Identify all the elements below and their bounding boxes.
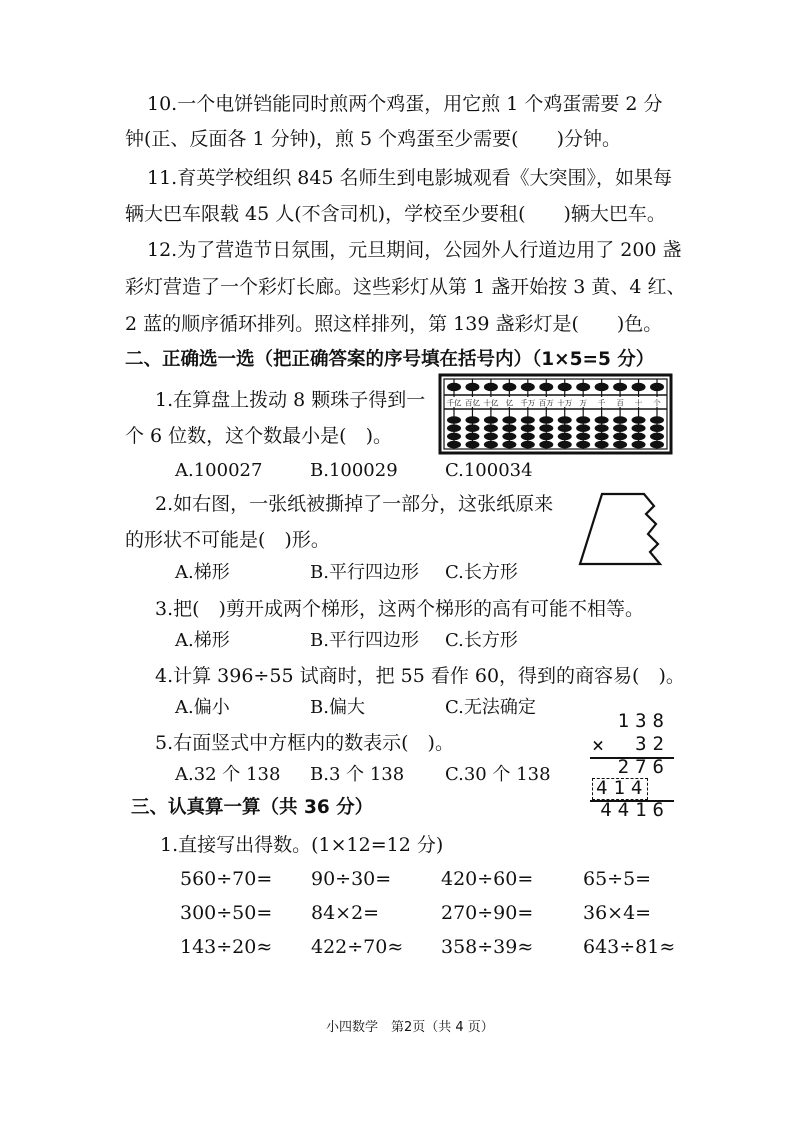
abacus-lower-bead [558, 441, 572, 449]
abacus-lower-bead [650, 424, 664, 432]
abacus-lower-bead [521, 441, 535, 449]
abacus-lower-bead [650, 416, 664, 424]
abacus-lower-bead [484, 441, 498, 449]
q2-3-line1: 3.把( )剪开成两个梯形，这两个梯形的高有可能不相等。 [155, 598, 644, 620]
abacus-lower-bead [576, 433, 590, 441]
calc-r2-c2: 84×2= [311, 902, 380, 924]
section-three-heading: 三、认真算一算（共 36 分） [131, 797, 374, 818]
abacus-lower-bead [613, 416, 627, 424]
abacus-lower-bead [539, 441, 553, 449]
abacus-lower-bead [539, 416, 553, 424]
abacus-upper-bead [465, 383, 479, 391]
abacus-lower-bead [447, 424, 461, 432]
q10-line1: 10.一个电饼铛能同时煎两个鸡蛋，用它煎 1 个鸡蛋需要 2 分 [147, 93, 663, 115]
q2-1-option-c: C.100034 [445, 460, 533, 481]
abacus-lower-bead [650, 441, 664, 449]
abacus-lower-bead [521, 424, 535, 432]
abacus-lower-bead [613, 433, 627, 441]
abacus-lower-bead [632, 424, 646, 432]
q2-2-line2: 的形状不可能是( )形。 [125, 529, 330, 551]
abacus-upper-bead [558, 383, 572, 391]
abacus-lower-bead [521, 416, 535, 424]
abacus-lower-bead [595, 441, 609, 449]
abacus-lower-bead [484, 424, 498, 432]
calc-r3-c1: 143÷20≈ [180, 936, 273, 958]
q2-4-line1: 4.计算 396÷55 试商时，把 55 看作 60，得到的商容易( )。 [155, 665, 685, 687]
abacus-lower-bead [484, 433, 498, 441]
abacus-lower-bead [447, 441, 461, 449]
q2-4-option-c: C.无法确定 [445, 697, 536, 718]
calc-r2-c3: 270÷90= [441, 902, 534, 924]
abacus-lower-bead [576, 424, 590, 432]
abacus-upper-bead [539, 383, 553, 391]
abacus-lower-bead [502, 441, 516, 449]
q2-1-option-a: A.100027 [175, 460, 263, 481]
q2-1-option-b: B.100029 [310, 460, 398, 481]
q12-line3: 2 蓝的顺序循环排列。照这样排列，第 139 盏彩灯是( )色。 [125, 313, 663, 335]
abacus-lower-bead [576, 441, 590, 449]
abacus-upper-bead [650, 383, 664, 391]
vm-times-sign: × [592, 733, 605, 757]
calc-r2-c1: 300÷50= [180, 902, 273, 924]
q2-5-option-b: B.3 个 138 [310, 764, 405, 785]
q2-4-option-a: A.偏小 [175, 697, 230, 718]
abacus-place-label: 百万 [538, 398, 554, 408]
abacus-lower-bead [465, 416, 479, 424]
q2-2-option-c: C.长方形 [445, 562, 518, 583]
abacus-lower-bead [632, 441, 646, 449]
section-three-sub1: 1.直接写出得数。(1×12=12 分) [160, 834, 444, 856]
abacus-lower-bead [465, 424, 479, 432]
page-footer: 小四数学 第2页（共 4 页） [326, 1020, 494, 1035]
abacus-lower-bead [558, 433, 572, 441]
calc-r2-c4: 36×4= [583, 902, 652, 924]
q10-line2: 钟(正、反面各 1 分钟)，煎 5 个鸡蛋至少需要( )分钟。 [125, 128, 621, 150]
abacus-upper-bead [521, 383, 535, 391]
q2-2-option-b: B.平行四边形 [310, 562, 419, 583]
abacus-lower-bead [632, 416, 646, 424]
q2-5-line1: 5.右面竖式中方框内的数表示( )。 [155, 732, 454, 754]
vm-partial-1: 276 [617, 756, 670, 778]
q2-5-option-c: C.30 个 138 [445, 764, 551, 785]
abacus-lower-bead [447, 433, 461, 441]
abacus-place-label: 万 [579, 398, 587, 408]
abacus-place-label: 千亿 [446, 398, 462, 408]
abacus-lower-bead [521, 433, 535, 441]
q12-line1: 12.为了营造节日氛围，元旦期间，公园外人行道边用了 200 盏 [147, 239, 682, 261]
q2-2-line1: 2.如右图，一张纸被撕掉了一部分，这张纸原来 [155, 493, 554, 515]
calc-r3-c2: 422÷70≈ [311, 936, 404, 958]
abacus-lower-bead [447, 416, 461, 424]
abacus-upper-bead [502, 383, 516, 391]
q11-line1: 11.育英学校组织 845 名师生到电影城观看《大突围》，如果每 [147, 167, 673, 189]
abacus-upper-bead [484, 383, 498, 391]
abacus-lower-bead [484, 416, 498, 424]
vm-multiplier: 32 [635, 733, 670, 755]
torn-paper-figure [578, 490, 670, 570]
abacus-lower-bead [558, 416, 572, 424]
abacus-place-label: 十万 [557, 398, 573, 408]
abacus-upper-bead [576, 383, 590, 391]
q11-line2: 辆大巴车限载 45 人(不含司机)，学校至少要租( )辆大巴车。 [125, 203, 666, 225]
abacus-lower-bead [465, 441, 479, 449]
abacus-lower-bead [613, 424, 627, 432]
calc-r1-c4: 65÷5= [583, 868, 652, 890]
abacus-lower-bead [595, 416, 609, 424]
abacus-place-label: 百亿 [464, 398, 480, 408]
abacus-place-label: 个 [653, 398, 661, 408]
abacus-upper-bead [595, 383, 609, 391]
section-two-heading: 二、正确选一选（把正确答案的序号填在括号内）（1×5=5 分） [125, 349, 655, 370]
abacus-place-label: 千 [597, 398, 606, 408]
abacus-lower-bead [539, 424, 553, 432]
abacus-lower-bead [576, 416, 590, 424]
q2-4-option-b: B.偏大 [310, 697, 365, 718]
calc-r3-c4: 643÷81≈ [583, 936, 676, 958]
q2-3-option-c: C.长方形 [445, 630, 518, 651]
calc-r1-c3: 420÷60= [441, 868, 534, 890]
calc-r3-c3: 358÷39≈ [441, 936, 534, 958]
calc-r1-c1: 560÷70= [180, 868, 273, 890]
abacus-lower-bead [539, 433, 553, 441]
abacus-place-label: 十 [634, 398, 643, 408]
abacus-lower-bead [502, 416, 516, 424]
q2-2-option-a: A.梯形 [175, 562, 230, 583]
vm-multiplicand: 138 [617, 710, 670, 732]
abacus-lower-bead [558, 424, 572, 432]
abacus-upper-bead [613, 383, 627, 391]
q2-3-option-b: B.平行四边形 [310, 630, 419, 651]
abacus-lower-bead [502, 433, 516, 441]
vertical-multiplication [586, 710, 676, 820]
abacus-place-label: 亿 [505, 398, 514, 408]
abacus-place-label: 千万 [520, 398, 536, 408]
abacus-place-label: 十亿 [483, 398, 499, 408]
abacus-lower-bead [632, 433, 646, 441]
abacus-lower-bead [595, 424, 609, 432]
q2-3-option-a: A.梯形 [175, 630, 230, 651]
vm-result: 4416 [600, 799, 670, 821]
abacus-lower-bead [613, 441, 627, 449]
q2-1-line1: 1.在算盘上拨动 8 颗珠子得到一 [155, 389, 426, 411]
abacus-figure [438, 373, 673, 455]
calc-r1-c2: 90÷30= [311, 868, 392, 890]
vm-partial-2: 414 [596, 777, 649, 799]
abacus-lower-bead [595, 433, 609, 441]
abacus-upper-bead [447, 383, 461, 391]
abacus-upper-bead [632, 383, 646, 391]
q2-5-option-a: A.32 个 138 [175, 764, 281, 785]
abacus-lower-bead [465, 433, 479, 441]
abacus-lower-bead [650, 433, 664, 441]
abacus-place-label: 百 [616, 398, 624, 408]
q2-1-line2: 个 6 位数，这个数最小是( )。 [125, 425, 392, 447]
q12-line2: 彩灯营造了一个彩灯长廊。这些彩灯从第 1 盏开始按 3 黄、4 红、 [125, 276, 686, 298]
abacus-lower-bead [502, 424, 516, 432]
